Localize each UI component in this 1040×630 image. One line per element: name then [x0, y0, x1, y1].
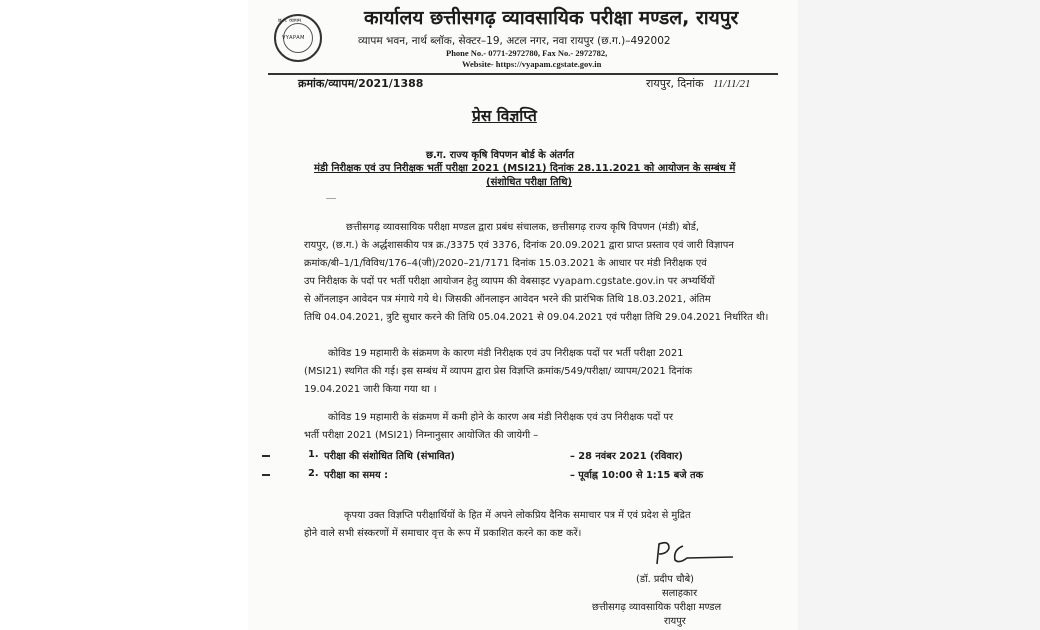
para3-line: भर्ती परीक्षा 2021 (MSI21) निम्नानुसार आयोजित की जायेगी – [304, 430, 539, 441]
seal-top-text: छ.ग. व्यापम [278, 18, 301, 24]
schedule-label: परीक्षा की संशोधित तिथि (संभावित) [324, 451, 455, 462]
vyapam-seal-logo [274, 14, 322, 62]
para2-line: 19.04.2021 जारी किया गया था । [304, 384, 437, 395]
margin-pen-mark [262, 474, 270, 476]
schedule-number: 1. [308, 449, 319, 460]
right-margin [798, 0, 1040, 630]
signatory-office: छत्तीसगढ़ व्यावसायिक परीक्षा मण्डल [592, 602, 722, 613]
schedule-label: परीक्षा का समय : [324, 470, 389, 481]
para1-line: उप निरीक्षक के पदों पर भर्ती परीक्षा आयोजन हेतु व्यापम की वेबसाइट vyapam.cgstate.gov.in पर अभ्यर्थियों [304, 276, 715, 287]
para2-line: (MSI21) स्थगित की गई। इस सम्बंध में व्यापम द्वारा प्रेस विज्ञप्ति क्रमांक/549/परीक्षा/ व्यापम/2021 दिनांक [304, 366, 692, 377]
office-phone: Phone No.- 0771-2972780, Fax No.- 2972782, [446, 48, 608, 58]
office-title: कार्यालय छत्तीसगढ़ व्यावसायिक परीक्षा मण्डल, रायपुर [364, 7, 739, 29]
margin-pen-mark [262, 455, 270, 457]
office-address: व्यापम भवन, नार्थ ब्लॉक, सेक्टर–19, अटल नगर, नवा रायपुर (छ.ग.)–492002 [358, 35, 671, 47]
schedule-number: 2. [308, 468, 319, 479]
para1-line: से ऑनलाइन आवेदन पत्र मंगाये गये थे। जिसकी ऑनलाइन आवेदन भरने की प्रारंभिक तिथि 18.03.2021, अंतिम [304, 294, 711, 305]
left-margin [0, 0, 248, 630]
signatory-designation: सलाहकार [662, 588, 698, 599]
document-heading: प्रेस विज्ञप्ति [472, 107, 537, 125]
para4-line: होने वाले सभी संस्करणों में समाचार वृत्त के रूप में प्रकाशित करने का कष्ट करें। [304, 528, 582, 539]
seal-text: VYAPAM [282, 35, 305, 41]
office-website: Website- https://vyapam.cgstate.gov.in [462, 59, 602, 69]
letterhead-divider [268, 73, 778, 75]
schedule-value: – पूर्वाह्न 10:00 से 1:15 बजे तक [570, 470, 704, 481]
subject-line-2: मंडी निरीक्षक एवं उप निरीक्षक भर्ती परीक्षा 2021 (MSI21) दिनांक 28.11.2021 को आयोजन के सम्बंध में [314, 163, 736, 174]
place-date [646, 76, 751, 91]
place-date-label: रायपुर, दिनांक [646, 77, 704, 90]
schedule-value: – 28 नवंबर 2021 (रविवार) [570, 451, 683, 462]
handwritten-signature [653, 538, 739, 568]
para1-line: तिथि 04.04.2021, त्रुटि सुधार करने की तिथि 05.04.2021 से 09.04.2021 एवं परीक्षा तिथि 29.04.2021 निर्धारित थी। [304, 312, 769, 323]
signatory-city: रायपुर [664, 616, 686, 627]
signatory-name: (डॉ. प्रदीप चौबे) [636, 574, 694, 585]
subject-line-1: छ.ग. राज्य कृषि विपणन बोर्ड के अंतर्गत [426, 150, 574, 161]
para1-line: छत्तीसगढ़ व्यावसायिक परीक्षा मण्डल द्वारा प्रबंध संचालक, छत्तीसगढ़ राज्य कृषि विपणन (मंडी) बोर्ड, [346, 222, 699, 233]
para1-line: क्रमांक/बी–1/1/विविध/176–4(जी)/2020–21/7171 दिनांक 15.03.2021 के आधार पर मंडी निरीक्षक एवं [304, 258, 707, 269]
issue-date: 11/11/21 [713, 78, 751, 90]
para4-line: कृपया उक्त विज्ञप्ति परीक्षार्थियों के हित में अपने लोकप्रिय दैनिक समाचार पत्र में एवं प्रदेश से मुद्रित [344, 510, 691, 521]
press-release-document [248, 0, 798, 630]
reference-number: क्रमांक/व्यापम/2021/1388 [298, 77, 424, 90]
para2-line: कोविड 19 महामारी के संक्रमण के कारण मंडी निरीक्षक एवं उप निरीक्षक पदों पर भर्ती परीक्षा 2021 [328, 348, 684, 359]
para3-line: कोविड 19 महामारी के संक्रमण में कमी होने के कारण अब मंडी निरीक्षक एवं उप निरीक्षक पदों पर [328, 412, 673, 423]
faint-pen-mark [326, 198, 336, 199]
para1-line: रायपुर, (छ.ग.) के अर्द्धशासकीय पत्र क्र./3375 एवं 3376, दिनांक 20.09.2021 द्वारा प्राप्त प्रस्ताव एवं जारी विज्ञापन [304, 240, 734, 251]
subject-line-3: (संशोधित परीक्षा तिथि) [486, 177, 573, 188]
